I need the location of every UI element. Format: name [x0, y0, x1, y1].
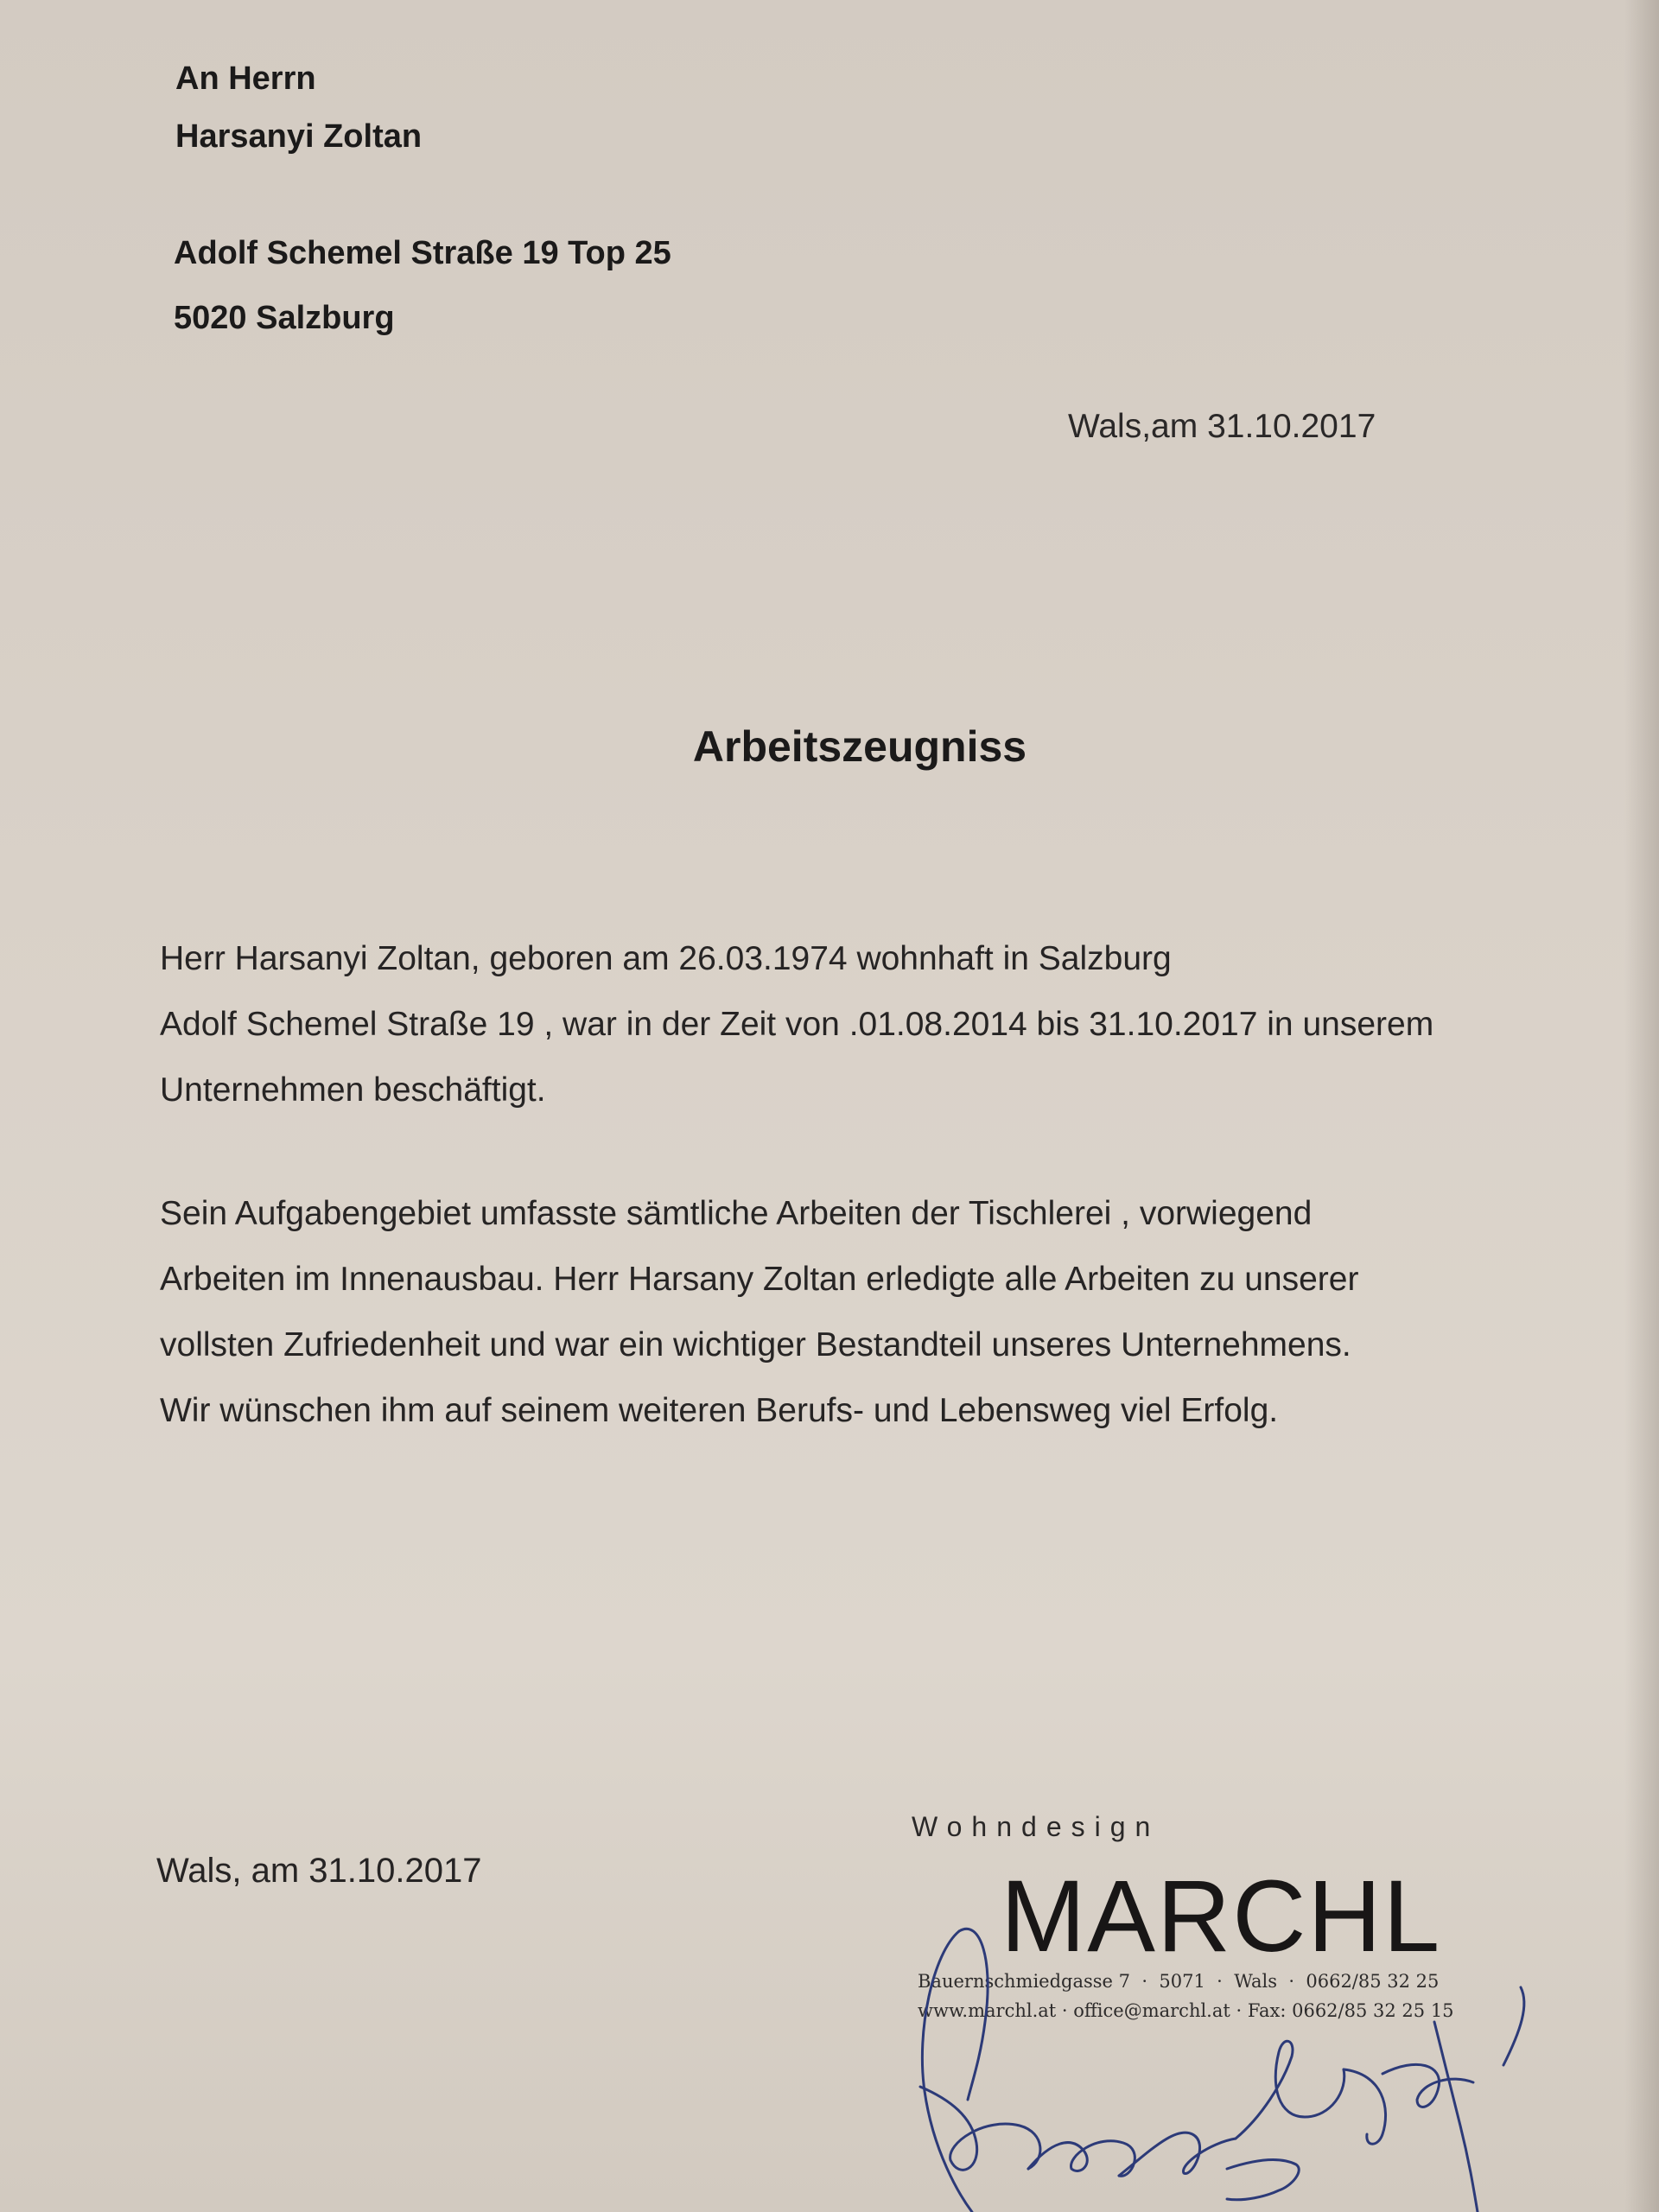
body-line: Herr Harsanyi Zoltan, geboren am 26.03.1974 wohnhaft in Salzburg — [160, 940, 1172, 977]
paragraph-duties — [160, 1181, 1586, 1444]
body-line: Wir wünschen ihm auf seinem weiteren Berufs- und Lebensweg viel Erfolg. — [160, 1392, 1279, 1429]
body-line: Unternehmen beschäftigt. — [160, 1071, 546, 1109]
body-line: Sein Aufgabengebiet umfasste sämtliche Arbeiten der Tischlerei , vorwiegend — [160, 1195, 1313, 1232]
recipient-block — [175, 60, 422, 176]
letter-date: Wals,am 31.10.2017 — [1068, 408, 1376, 445]
letter-body — [160, 926, 1586, 1444]
document-title: Arbeitszeugniss — [692, 722, 1027, 771]
body-line: Arbeiten im Innenausbau. Herr Harsany Zoltan erledigte alle Arbeiten zu unserer — [160, 1261, 1359, 1298]
body-line: Adolf Schemel Straße 19 , war in der Zeit von .01.08.2014 bis 31.10.2017 in unserem — [160, 1006, 1434, 1043]
handwritten-signature — [899, 1858, 1564, 2212]
recipient-name: Harsanyi Zoltan — [175, 118, 423, 155]
company-logo: MARCHL — [1001, 1859, 1442, 1974]
page-edge-shadow — [1624, 0, 1659, 2212]
closing-date: Wals, am 31.10.2017 — [156, 1852, 482, 1890]
address-city: 5020 Salzburg — [174, 300, 395, 336]
paragraph-employment — [160, 926, 1586, 1123]
stamp-address-line: Bauernschmiedgasse 7 · 5071 · Wals · 0662/85 32 25 — [918, 1971, 1440, 1992]
recipient-salutation: An Herrn — [175, 60, 316, 97]
stamp-brand: Wohndesign — [912, 1811, 1160, 1842]
body-line: vollsten Zufriedenheit und war ein wichtiger Bestandteil unseres Unternehmens. — [160, 1326, 1351, 1363]
address-street: Adolf Schemel Straße 19 Top 25 — [174, 235, 671, 271]
stamp-contact-line: www.marchl.at · office@marchl.at · Fax: 0662/85 32 25 15 — [918, 2000, 1454, 2021]
address-block — [174, 235, 671, 365]
